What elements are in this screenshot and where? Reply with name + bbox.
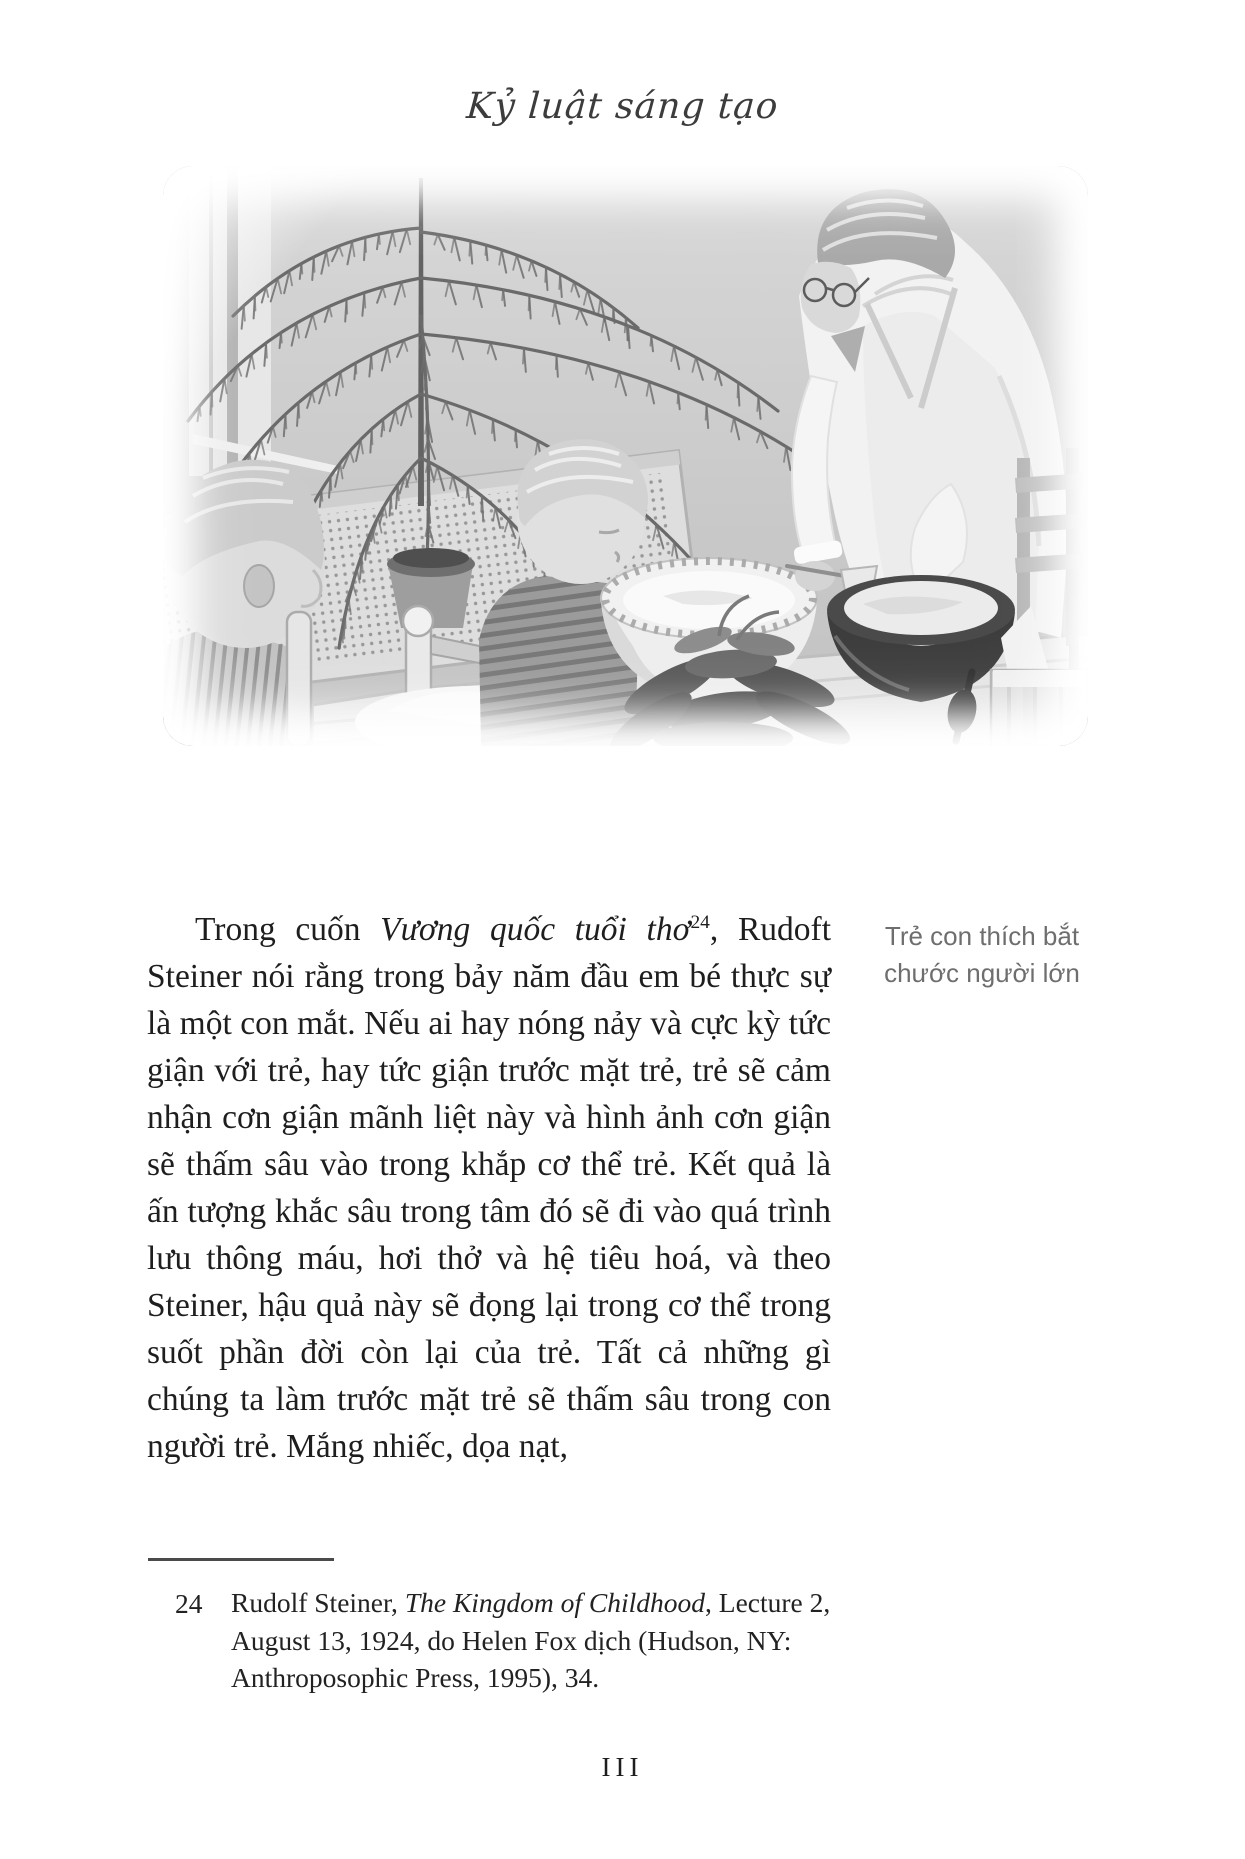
footnote-rule <box>148 1558 334 1561</box>
photo-illustration <box>163 166 1088 746</box>
margin-note-line: chước người lớn <box>884 958 1080 988</box>
photo <box>163 166 1088 746</box>
footnote-number: 24 <box>175 1588 203 1619</box>
margin-note <box>858 918 1106 992</box>
page-number: III <box>601 1752 644 1782</box>
running-head <box>0 86 1245 127</box>
running-head-text: Kỷ luật sáng tạo <box>465 86 780 127</box>
footnote <box>147 1584 842 1697</box>
footnote-text: Rudolf Steiner, The Kingdom of Childhood, Lecture 2, August 13, 1924, do Helen Fox dịch (Hudson, NY: Anthroposophic Press, 1995), 34. <box>231 1587 831 1693</box>
margin-note-line: Trẻ con thích bắt <box>884 921 1080 951</box>
body-paragraph: Trong cuốn Vương quốc tuổi thơ$^{24}$, Rudoft Steiner nói rằng trong bảy năm đầu em bé thực sự là một con mắt. Nếu ai hay nóng nảy và cực kỳ tức giận với trẻ, hay tức giận trước mặt trẻ, trẻ sẽ cảm nhận cơn giận mãnh liệt này và hình ảnh cơn giận sẽ thấm sâu vào trong khắp cơ thể trẻ. Kết quả là ấn tượng khắc sâu trong tâm đó sẽ đi vào quá trình lưu thông máu, hơi thở và hệ tiêu hoá, và theo Steiner, hậu quả này sẽ đọng lại trong cơ thể trong suốt phần đời còn lại của trẻ. Tất cả những gì chúng ta làm trước mặt trẻ sẽ thấm sâu trong con người trẻ. Mắng nhiếc, dọa nạt, <box>147 911 831 1465</box>
